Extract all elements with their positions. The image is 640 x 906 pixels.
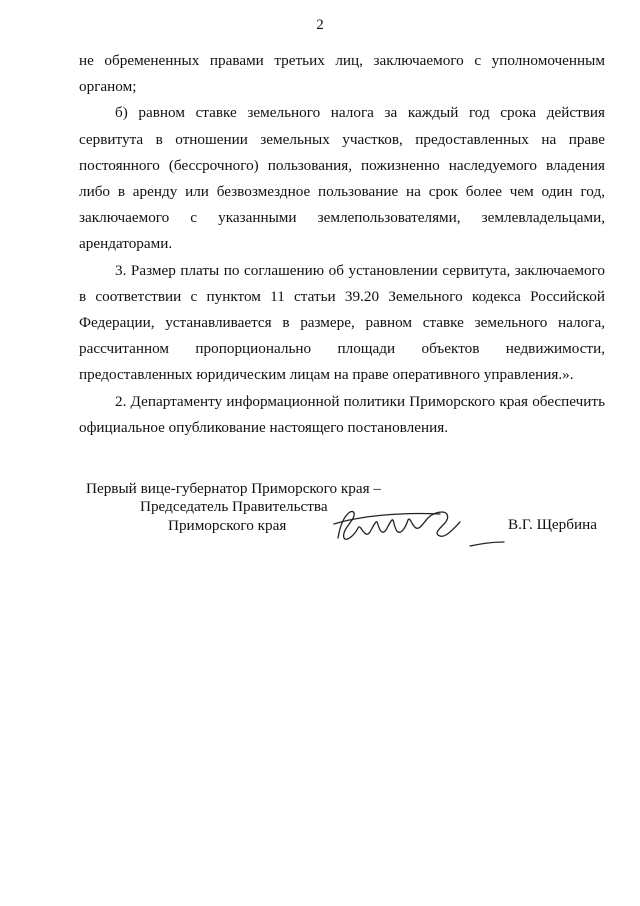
page-number: 2 — [316, 17, 324, 33]
signer-title-line-2: Председатель Правительства — [140, 498, 328, 515]
signature-block — [0, 480, 640, 560]
paragraph-item-3: 3. Размер платы по соглашению об установлении сервитута, заключаемого в соответствии с пунктом 11 статьи 39.20 Земельного кодекса Российской Федерации, устанавливается в размере, равном ставке земельного налога, рассчитанном пропорционально площади объектов недвижимости, предоставленных юридическим лицам на праве оперативного управления.». — [79, 261, 605, 384]
signer-title-line-3: Приморского края — [168, 517, 287, 534]
handwritten-signature — [320, 498, 520, 558]
paragraph-subitem-b: б) равном ставке земельного налога за каждый год срока действия сервитута в отношении земельных участков, предоставленных на праве постоянного (бессрочного) пользования, пожизненно наследуемого владения либо в аренду или безвозмездное пользование на срок более чем один год, заключаемого с указанными землепользователями, землевладельцами, арендаторами. — [79, 104, 605, 253]
paragraph-clause-2: 2. Департаменту информационной политики Приморского края обеспечить официальное опубликование настоящего постановления. — [79, 392, 605, 436]
signer-name: В.Г. Щербина — [508, 516, 597, 533]
document-body — [79, 48, 605, 441]
signer-title-line-1: Первый вице-губернатор Приморского края – — [86, 480, 381, 497]
paragraph-continuation: не обремененных правами третьих лиц, заключаемого с уполномоченным органом; — [79, 52, 605, 96]
